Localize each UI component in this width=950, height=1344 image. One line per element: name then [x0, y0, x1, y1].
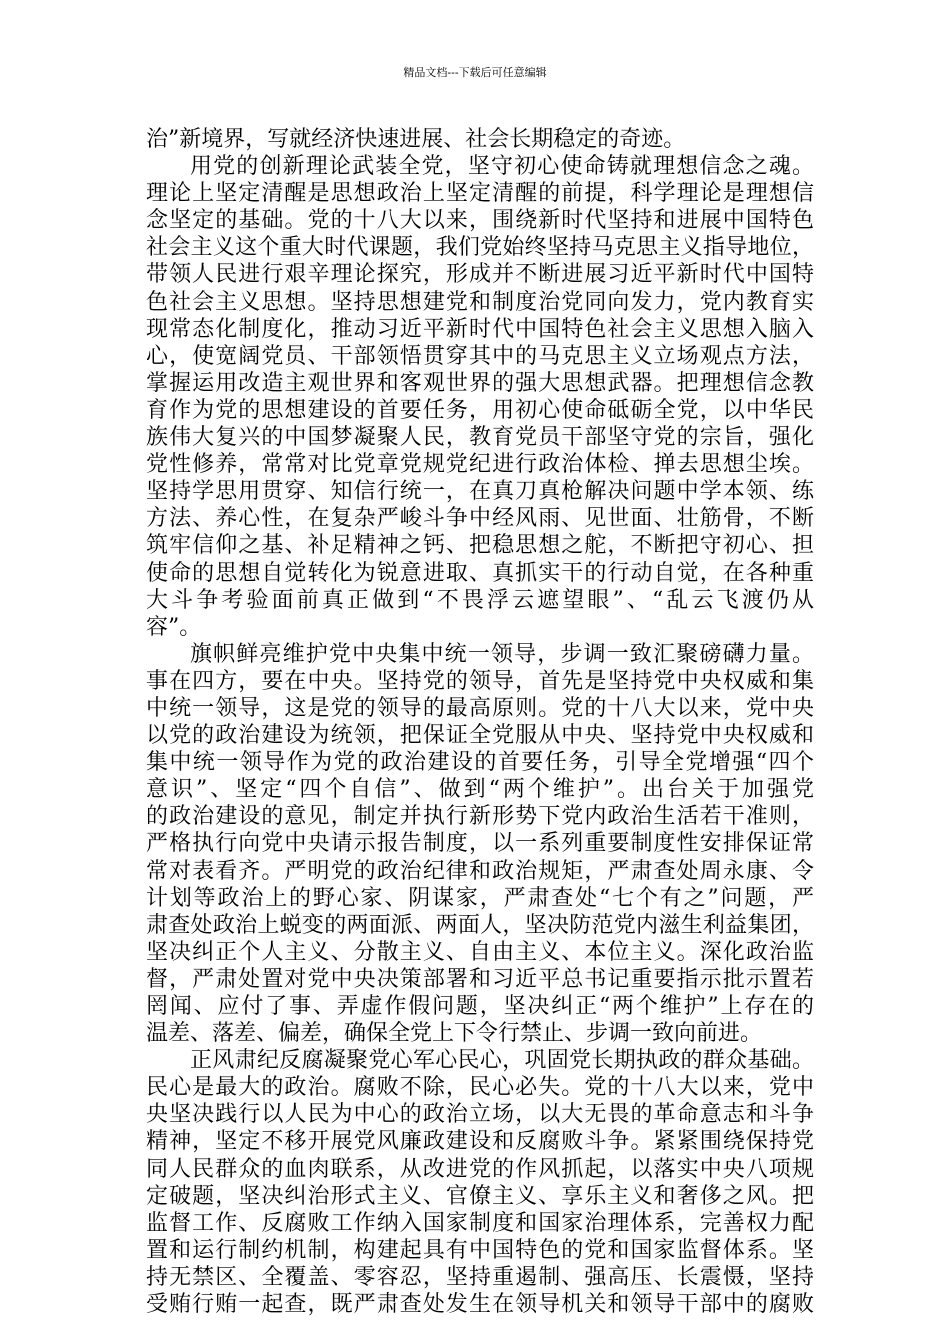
text-line: 党性修养，常常对比党章党规党纪进行政治体检、掸去思想尘埃。	[146, 452, 814, 478]
text-line: 坚持学思用贯穿、知信行统一，在真刀真枪解决问题中学本领、练	[146, 479, 814, 505]
text-line: 方法、养心性，在复杂严峻斗争中经风雨、见世面、壮筋骨，不断	[146, 506, 814, 532]
text-line: 筑牢信仰之基、补足精神之钙、把稳思想之舵，不断把守初心、担	[146, 533, 814, 559]
text-line: 使命的思想自觉转化为锐意进取、真抓实干的行动自觉，在各种重	[146, 560, 814, 586]
text-line: 常对表看齐。严明党的政治纪律和政治规矩，严肃查处周永康、令	[146, 858, 814, 884]
text-line: 意识”、坚定“四个自信”、做到“两个维护”。出台关于加强党	[146, 777, 814, 803]
text-line: 受贿行贿一起查，既严肃查处发生在领导机关和领导干部中的腐败	[146, 1292, 814, 1318]
text-line: 持无禁区、全覆盖、零容忍，坚持重遏制、强高压、长震慑，坚持	[146, 1264, 814, 1290]
text-line: 旗帜鲜亮维护党中央集中统一领导，步调一致汇聚磅礴力量。	[190, 641, 814, 667]
text-line: 肃查处政治上蜕变的两面派、两面人，坚决防范党内滋生利益集团，	[146, 912, 814, 938]
text-line: 掌握运用改造主观世界和客观世界的强大思想武器。把理想信念教	[146, 370, 814, 396]
text-line: 温差、落差、偏差，确保全党上下令行禁止、步调一致向前进。	[146, 1021, 763, 1047]
text-line: 带领人民进行艰辛理论探究，形成并不断进展习近平新时代中国特	[146, 262, 814, 288]
text-line: 罔闻、应付了事、弄虚作假问题，坚决纠正“两个维护”上存在的	[146, 994, 814, 1019]
text-line: 念坚定的基础。党的十八大以来，围绕新时代坚持和进展中国特色	[146, 208, 814, 234]
text-line: 育作为党的思想建设的首要任务，用初心使命砥砺全党，以中华民	[146, 397, 814, 423]
text-line: 事在四方，要在中央。坚持党的领导，首先是坚持党中央权威和集	[146, 668, 814, 694]
text-line: 色社会主义思想。坚持思想建党和制度治党同向发力，党内教育实	[146, 289, 814, 315]
text-line: 社会主义这个重大时代课题，我们党始终坚持马克思主义指导地位，	[146, 235, 814, 261]
text-line: 用党的创新理论武装全党，坚守初心使命铸就理想信念之魂。	[190, 154, 814, 180]
text-line: 民心是最大的政治。腐败不除，民心必失。党的十八大以来，党中	[146, 1075, 814, 1101]
text-line: 的政治建设的意见，制定并执行新形势下党内政治生活若干准则，	[146, 804, 814, 830]
text-line: 计划等政治上的野心家、阴谋家，严肃查处“七个有之”问题，严	[146, 885, 814, 911]
document-body	[146, 126, 814, 1318]
text-line: 督，严肃处置对党中央决策部署和习近平总书记重要指示批示置若	[146, 966, 814, 992]
text-line: 同人民群众的血肉联系，从改进党的作风抓起，以落实中央八项规	[146, 1156, 814, 1182]
text-line: 精神，坚定不移开展党风廉政建设和反腐败斗争。紧紧围绕保持党	[146, 1129, 814, 1155]
text-line: 以党的政治建设为统领，把保证全党服从中央、坚持党中央权威和	[146, 723, 814, 749]
text-line: 监督工作、反腐败工作纳入国家制度和国家治理体系，完善权力配	[146, 1210, 814, 1236]
text-line: 央坚决践行以人民为中心的政治立场，以大无畏的革命意志和斗争	[146, 1102, 814, 1128]
text-line: 族伟大复兴的中国梦凝聚人民，教育党员干部坚守党的宗旨，强化	[146, 425, 814, 451]
page-header: 精品文档---下载后可任意编辑	[403, 66, 547, 79]
text-line: 中统一领导，这是党的领导的最高原则。党的十八大以来，党中央	[146, 695, 814, 721]
text-line: 大斗争考验面前真正做到“不畏浮云遮望眼”、“乱云飞渡仍从	[146, 587, 814, 613]
text-line: 正风肃纪反腐凝聚党心军心民心，巩固党长期执政的群众基础。	[190, 1048, 814, 1074]
text-line: 现常态化制度化，推动习近平新时代中国特色社会主义思想入脑入	[146, 316, 814, 342]
text-line: 坚决纠正个人主义、分散主义、自由主义、本位主义。深化政治监	[146, 939, 814, 965]
text-line: 严格执行向党中央请示报告制度，以一系列重要制度性安排保证常	[146, 831, 814, 857]
text-line: 理论上坚定清醒是思想政治上坚定清醒的前提，科学理论是理想信	[146, 181, 814, 207]
text-line: 置和运行制约机制，构建起具有中国特色的党和国家监督体系。坚	[146, 1237, 814, 1263]
text-line: 定破题，坚决纠治形式主义、官僚主义、享乐主义和奢侈之风。把	[146, 1183, 814, 1209]
text-line: 集中统一领导作为党的政治建设的首要任务，引导全党增强“四个	[146, 750, 814, 776]
text-line: 容”。	[146, 614, 202, 640]
text-line: 心，使宽阔党员、干部领悟贯穿其中的马克思主义立场观点方法，	[146, 343, 814, 369]
text-line: 治”新境界，写就经济快速进展、社会长期稳定的奇迹。	[146, 127, 686, 152]
